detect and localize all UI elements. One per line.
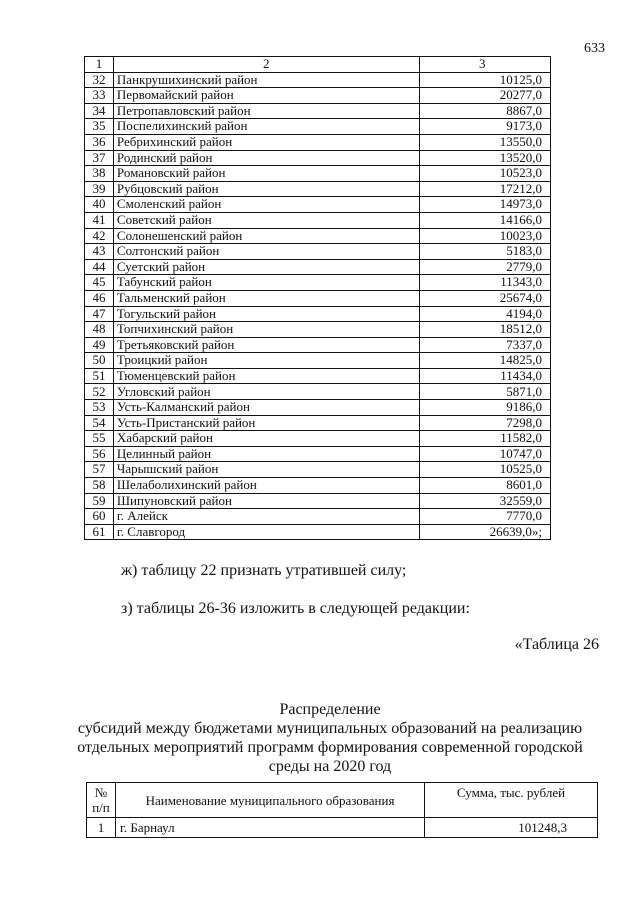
row-number: 61: [85, 524, 114, 540]
table-row: [85, 446, 551, 462]
row-amount: 26639,0»;: [419, 524, 550, 540]
table-row: [85, 462, 551, 478]
table-header-row: [85, 57, 551, 73]
row-district: Шелаболихинский район: [113, 478, 419, 494]
row-district: Ребрихинский район: [113, 134, 419, 150]
row-district: Угловский район: [113, 384, 419, 400]
row-number: 34: [85, 103, 114, 119]
row-number: 59: [85, 493, 114, 509]
row-amount: 10525,0: [419, 462, 550, 478]
row-district: Романовский район: [113, 166, 419, 182]
row-district: Тальменский район: [113, 290, 419, 306]
row-number: 56: [85, 446, 114, 462]
row-district: Родинский район: [113, 150, 419, 166]
table-body: [85, 72, 551, 540]
table-row: [85, 509, 551, 525]
row-number: 36: [85, 134, 114, 150]
row-amount: 14973,0: [419, 197, 550, 213]
row-amount: 7337,0: [419, 337, 550, 353]
row-number: 58: [85, 478, 114, 494]
row-district: Троицкий район: [113, 353, 419, 369]
row-district: г. Алейск: [113, 509, 419, 525]
row-district: Усть-Калманский район: [113, 400, 419, 416]
row-district: Целинный район: [113, 446, 419, 462]
table-row: [85, 368, 551, 384]
row-district: Солтонский район: [113, 244, 419, 260]
row-number: 35: [85, 119, 114, 135]
distribution-table: [86, 782, 598, 838]
row-district: Тюменцевский район: [113, 368, 419, 384]
row-district: Топчихинский район: [113, 322, 419, 338]
row-number: 49: [85, 337, 114, 353]
row-district: Поспелихинский район: [113, 119, 419, 135]
row-district: Рубцовский район: [113, 181, 419, 197]
heading-line-3: среды на 2020 год: [268, 758, 392, 775]
table-row: [85, 72, 551, 88]
row-amount: 11434,0: [419, 368, 550, 384]
row-amount: 13520,0: [419, 150, 550, 166]
row-amount: 8867,0: [419, 103, 550, 119]
row-district: Советский район: [113, 212, 419, 228]
row-amount: 14166,0: [419, 212, 550, 228]
row-amount: 13550,0: [419, 134, 550, 150]
row-district: Солонешенский район: [113, 228, 419, 244]
row-district: Третьяковский район: [113, 337, 419, 353]
row-number: 44: [85, 259, 114, 275]
row-amount: 17212,0: [419, 181, 550, 197]
row-amount: 2779,0: [419, 259, 550, 275]
header-col-2: 2: [113, 57, 419, 73]
row-amount: 7298,0: [419, 415, 550, 431]
row-amount: 5871,0: [419, 384, 550, 400]
row-district: Первомайский район: [113, 88, 419, 104]
row-amount: 11582,0: [419, 431, 550, 447]
row-district: Тогульский район: [113, 306, 419, 322]
row-number: 33: [85, 88, 114, 104]
row-number: 52: [85, 384, 114, 400]
table-row: [85, 322, 551, 338]
row-number: 39: [85, 181, 114, 197]
table-reference: «Таблица 26: [514, 636, 599, 653]
table-row: [85, 134, 551, 150]
row-number: 38: [85, 166, 114, 182]
row-district: Чарышский район: [113, 462, 419, 478]
row-number: 48: [85, 322, 114, 338]
heading-line-1: субсидий между бюджетами муниципальных образований на реализацию: [77, 720, 583, 737]
row-number: 45: [85, 275, 114, 291]
row-amount: 4194,0: [419, 306, 550, 322]
table-row: [85, 166, 551, 182]
row-number: 53: [85, 400, 114, 416]
row-number: 55: [85, 431, 114, 447]
row-district: Петропавловский район: [113, 103, 419, 119]
header-municipality: Наименование муниципального образования: [116, 783, 425, 818]
heading-title: Распределение: [279, 701, 381, 718]
row-number: 60: [85, 509, 114, 525]
table-row: [85, 306, 551, 322]
table-row: [85, 431, 551, 447]
row-district: Усть-Пристанский район: [113, 415, 419, 431]
row-amount: 20277,0: [419, 88, 550, 104]
paragraph-z: з) таблицы 26-36 изложить в следующей редакции:: [121, 600, 470, 617]
table-row: [85, 524, 551, 540]
row-amount: 10747,0: [419, 446, 550, 462]
table-row: [85, 493, 551, 509]
table-row: [85, 384, 551, 400]
row-number: 43: [85, 244, 114, 260]
row-amount: 7770,0: [419, 509, 550, 525]
table-row: [85, 181, 551, 197]
row-number: 57: [85, 462, 114, 478]
row-number: 40: [85, 197, 114, 213]
table-row: [85, 88, 551, 104]
subsidy-table-continued: [84, 56, 551, 540]
table-row: [85, 150, 551, 166]
row-amount: 11343,0: [419, 275, 550, 291]
row-district: Суетский район: [113, 259, 419, 275]
row-amount: 10125,0: [419, 72, 550, 88]
table-row: [85, 103, 551, 119]
paragraph-zh: ж) таблицу 22 признать утратившей силу;: [121, 562, 407, 579]
row-district: Хабарский район: [113, 431, 419, 447]
row-amount: 9186,0: [419, 400, 550, 416]
table-row: [85, 197, 551, 213]
row-municipality: г. Барнаул: [116, 818, 425, 838]
row-sum: 101248,3: [425, 818, 598, 838]
heading-line-2: отдельных мероприятий программ формирования современной городской: [77, 739, 583, 756]
table-row: [85, 259, 551, 275]
table-row: [85, 119, 551, 135]
header-col-1: 1: [85, 57, 114, 73]
row-number: 54: [85, 415, 114, 431]
row-number: 50: [85, 353, 114, 369]
row-district: Панкрушихинский район: [113, 72, 419, 88]
table-row: [85, 244, 551, 260]
table-row: [85, 228, 551, 244]
row-amount: 8601,0: [419, 478, 550, 494]
row-amount: 18512,0: [419, 322, 550, 338]
header-col-3: 3: [419, 57, 550, 73]
row-number: 1: [87, 818, 116, 838]
table-row: [85, 353, 551, 369]
row-district: Смоленский район: [113, 197, 419, 213]
distribution-heading: [60, 700, 600, 776]
row-district: Шипуновский район: [113, 493, 419, 509]
row-district: Табунский район: [113, 275, 419, 291]
row-number: 41: [85, 212, 114, 228]
table-row: [85, 337, 551, 353]
row-number: 37: [85, 150, 114, 166]
row-amount: 9173,0: [419, 119, 550, 135]
table-row: [85, 478, 551, 494]
distribution-header-row: [87, 783, 598, 818]
row-amount: 10023,0: [419, 228, 550, 244]
table-row: [85, 400, 551, 416]
row-number: 32: [85, 72, 114, 88]
table-row: [85, 212, 551, 228]
row-amount: 10523,0: [419, 166, 550, 182]
row-amount: 14825,0: [419, 353, 550, 369]
row-district: г. Славгород: [113, 524, 419, 540]
header-number: № п/п: [87, 783, 116, 818]
page-number: 633: [584, 41, 605, 56]
row-number: 51: [85, 368, 114, 384]
table-row: [85, 290, 551, 306]
row-number: 46: [85, 290, 114, 306]
table-row: [85, 275, 551, 291]
row-amount: 5183,0: [419, 244, 550, 260]
row-amount: 32559,0: [419, 493, 550, 509]
row-number: 47: [85, 306, 114, 322]
distribution-row: [87, 818, 598, 838]
row-amount: 25674,0: [419, 290, 550, 306]
header-sum: Сумма, тыс. рублей: [425, 783, 598, 818]
row-number: 42: [85, 228, 114, 244]
table-row: [85, 415, 551, 431]
